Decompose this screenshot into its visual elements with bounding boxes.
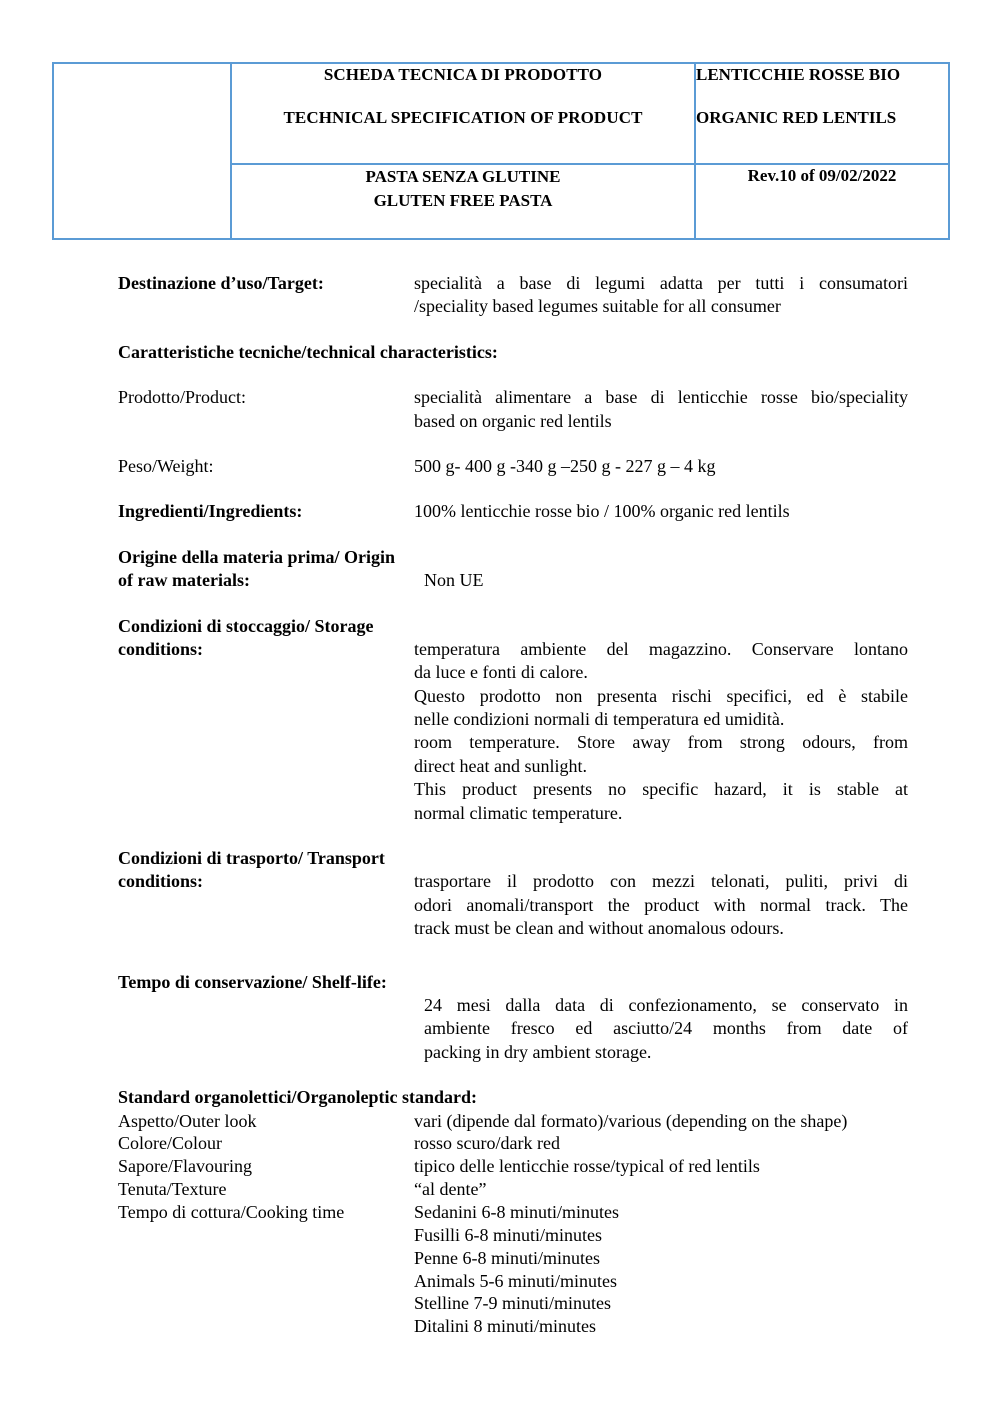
organo-label-tenuta: Tenuta/Texture — [118, 1179, 227, 1200]
field-origin — [118, 546, 908, 593]
cooking-time-penne: Penne 6-8 minuti/minutes — [414, 1247, 600, 1268]
field-transport-value-spacer — [414, 847, 908, 870]
header-row-1 — [53, 63, 949, 164]
header-logo-cell — [53, 63, 231, 239]
field-storage-value-line6: direct heat and sunlight. — [414, 755, 587, 776]
spacer — [118, 593, 908, 615]
spacer — [118, 364, 908, 386]
header-product-italian: LENTICCHIE ROSSE BIO — [696, 65, 901, 84]
field-shelf-life — [118, 971, 908, 1065]
field-weight — [118, 455, 908, 478]
field-storage-value-line3: Questo prodotto non presenta rischi specifici, ed è stabile — [414, 685, 908, 706]
field-storage-conditions — [118, 615, 908, 826]
field-transport-label — [118, 847, 414, 894]
header-title-cell — [231, 63, 695, 164]
field-transport-label-line1: Condizioni di trasporto/ — [118, 848, 304, 869]
field-transport-value-line3: track must be clean and without anomalous odours. — [414, 918, 784, 939]
field-storage-value — [414, 615, 908, 826]
header-title-english: TECHNICAL SPECIFICATION OF PRODUCT — [283, 108, 643, 128]
header-revision-cell — [695, 164, 949, 239]
spacer — [118, 478, 908, 500]
field-shelf-life-label — [118, 971, 414, 994]
field-storage-value-line8: normal climatic temperature. — [414, 802, 623, 823]
field-ingredients-label: Ingredienti/Ingredients: — [118, 501, 303, 522]
field-origin-value-spacer — [424, 546, 908, 569]
header-title-italian: SCHEDA TECNICA DI PRODOTTO — [323, 65, 603, 84]
spacer — [118, 433, 908, 455]
field-shelf-life-value-line2: ambiente fresco ed asciutto/24 months from date of — [424, 1018, 908, 1039]
field-shelf-life-value-line3: packing in dry ambient storage. — [424, 1041, 652, 1062]
spacer — [118, 524, 908, 546]
field-weight-value — [414, 455, 908, 478]
field-origin-value — [414, 546, 908, 593]
header-product-english: ORGANIC RED LENTILS — [696, 108, 897, 128]
field-weight-value-text: 500 g- 400 g -340 g –250 g - 227 g – 4 kg — [414, 455, 716, 476]
field-ingredients — [118, 500, 908, 523]
header-subtitle-cell — [231, 164, 695, 239]
field-storage-value-line1: temperatura ambiente del magazzino. Conservare lontano — [414, 638, 908, 659]
field-product-value-line1: specialità alimentare a base di lenticchie rosse bio/speciality — [414, 387, 908, 408]
document-header-table — [52, 62, 950, 240]
organo-value-cooking-time: Sedanini 6-8 minuti/minutes — [414, 1201, 619, 1222]
field-ingredients-value — [414, 500, 908, 523]
organo-value-tenuta: “al dente” — [414, 1179, 487, 1200]
spacer — [118, 1064, 908, 1086]
field-target-value — [414, 272, 908, 319]
organo-row-colore — [118, 1132, 908, 1155]
organo-row-cooking-time — [118, 1201, 908, 1224]
field-ingredients-value-text: 100% lenticchie rosse bio / 100% organic red lentils — [414, 501, 790, 522]
field-target — [118, 272, 908, 319]
field-transport-value — [414, 847, 908, 941]
field-storage-label-line1: Condizioni di stoccaggio/ — [118, 615, 311, 636]
organo-row-tenuta — [118, 1178, 908, 1201]
field-storage-value-line4: nelle condizioni normali di temperatura ed umidità. — [414, 709, 785, 730]
cooking-time-animals: Animals 5-6 minuti/minutes — [414, 1270, 617, 1291]
spacer — [118, 319, 908, 341]
field-storage-label — [118, 615, 414, 662]
field-product-value-line2: based on organic red lentils — [414, 410, 612, 431]
field-storage-value-line7: This product presents no specific hazard, it is stable at — [414, 779, 908, 800]
field-target-value-line2: /speciality based legumes suitable for all consumer — [414, 296, 781, 317]
field-target-label: Destinazione d’uso/Target: — [118, 273, 324, 293]
field-origin-label-line2: Origin of raw materials: — [118, 546, 395, 591]
field-shelf-life-label-line1: Tempo di conservazione/ — [118, 971, 308, 992]
field-product — [118, 386, 908, 433]
organo-row-sapore — [118, 1155, 908, 1178]
field-storage-value-spacer — [414, 615, 908, 638]
field-storage-label-line2: Storage conditions: — [118, 615, 374, 659]
header-product-spacer — [696, 85, 948, 107]
field-storage-value-line5: room temperature. Store away from strong odours, from — [414, 732, 908, 753]
field-transport-label-line2: Transport conditions: — [118, 848, 385, 892]
cooking-time-stelline: Stelline 7-9 minuti/minutes — [414, 1293, 611, 1314]
spacer — [118, 825, 908, 847]
field-target-value-line1: specialità a base di legumi adatta per tutti i consumatori — [414, 273, 908, 293]
section-organoleptic-standard — [118, 1086, 908, 1338]
heading-technical-characteristics: Caratteristiche tecniche/technical characteristics: — [118, 341, 498, 362]
organo-label-colore: Colore/Colour — [118, 1133, 222, 1154]
field-shelf-life-value-line1: 24 mesi dalla data di confezionamento, se conservato in — [424, 994, 908, 1015]
spacer — [118, 941, 908, 971]
field-product-label: Prodotto/Product: — [118, 387, 247, 408]
heading-organoleptic-standard: Standard organolettici/Organoleptic standard: — [118, 1087, 477, 1108]
field-origin-label-line1: Origine della materia prima/ — [118, 546, 340, 567]
cooking-time-fusilli: Fusilli 6-8 minuti/minutes — [414, 1224, 603, 1245]
organo-label-sapore: Sapore/Flavouring — [118, 1156, 252, 1177]
organo-label-aspetto: Aspetto/Outer look — [118, 1110, 257, 1131]
cooking-time-ditalini: Ditalini 8 minuti/minutes — [414, 1316, 596, 1337]
header-subtitle-english: GLUTEN FREE PASTA — [373, 190, 553, 210]
organo-row-aspetto — [118, 1110, 908, 1133]
organo-value-sapore: tipico delle lenticchie rosse/typical of red lentils — [414, 1156, 760, 1177]
field-product-value — [414, 386, 908, 433]
field-transport-conditions — [118, 847, 908, 941]
organo-label-cooking-time: Tempo di cottura/Cooking time — [118, 1201, 345, 1222]
field-shelf-life-value — [414, 971, 908, 1065]
header-product-cell — [695, 63, 949, 164]
field-shelf-life-label-line2: Shelf-life: — [311, 971, 387, 992]
header-subtitle-italian: PASTA SENZA GLUTINE — [365, 167, 561, 187]
field-transport-value-line2: odori anomali/transport the product with normal track. The — [414, 894, 908, 915]
field-origin-label — [118, 546, 414, 593]
header-revision-text: Rev.10 of 09/02/2022 — [747, 166, 897, 186]
field-transport-value-line1: trasportare il prodotto con mezzi telonati, puliti, privi di — [414, 871, 908, 892]
field-shelf-life-value-spacer — [424, 971, 908, 994]
field-weight-label: Peso/Weight: — [118, 455, 214, 476]
header-title-spacer — [232, 85, 694, 107]
organo-value-aspetto: vari (dipende dal formato)/various (depending on the shape) — [414, 1110, 848, 1131]
field-storage-value-line2: da luce e fonti di calore. — [414, 662, 588, 683]
document-body — [118, 272, 908, 1338]
organo-value-colore: rosso scuro/dark red — [414, 1133, 560, 1154]
field-origin-value-text: Non UE — [424, 570, 484, 591]
